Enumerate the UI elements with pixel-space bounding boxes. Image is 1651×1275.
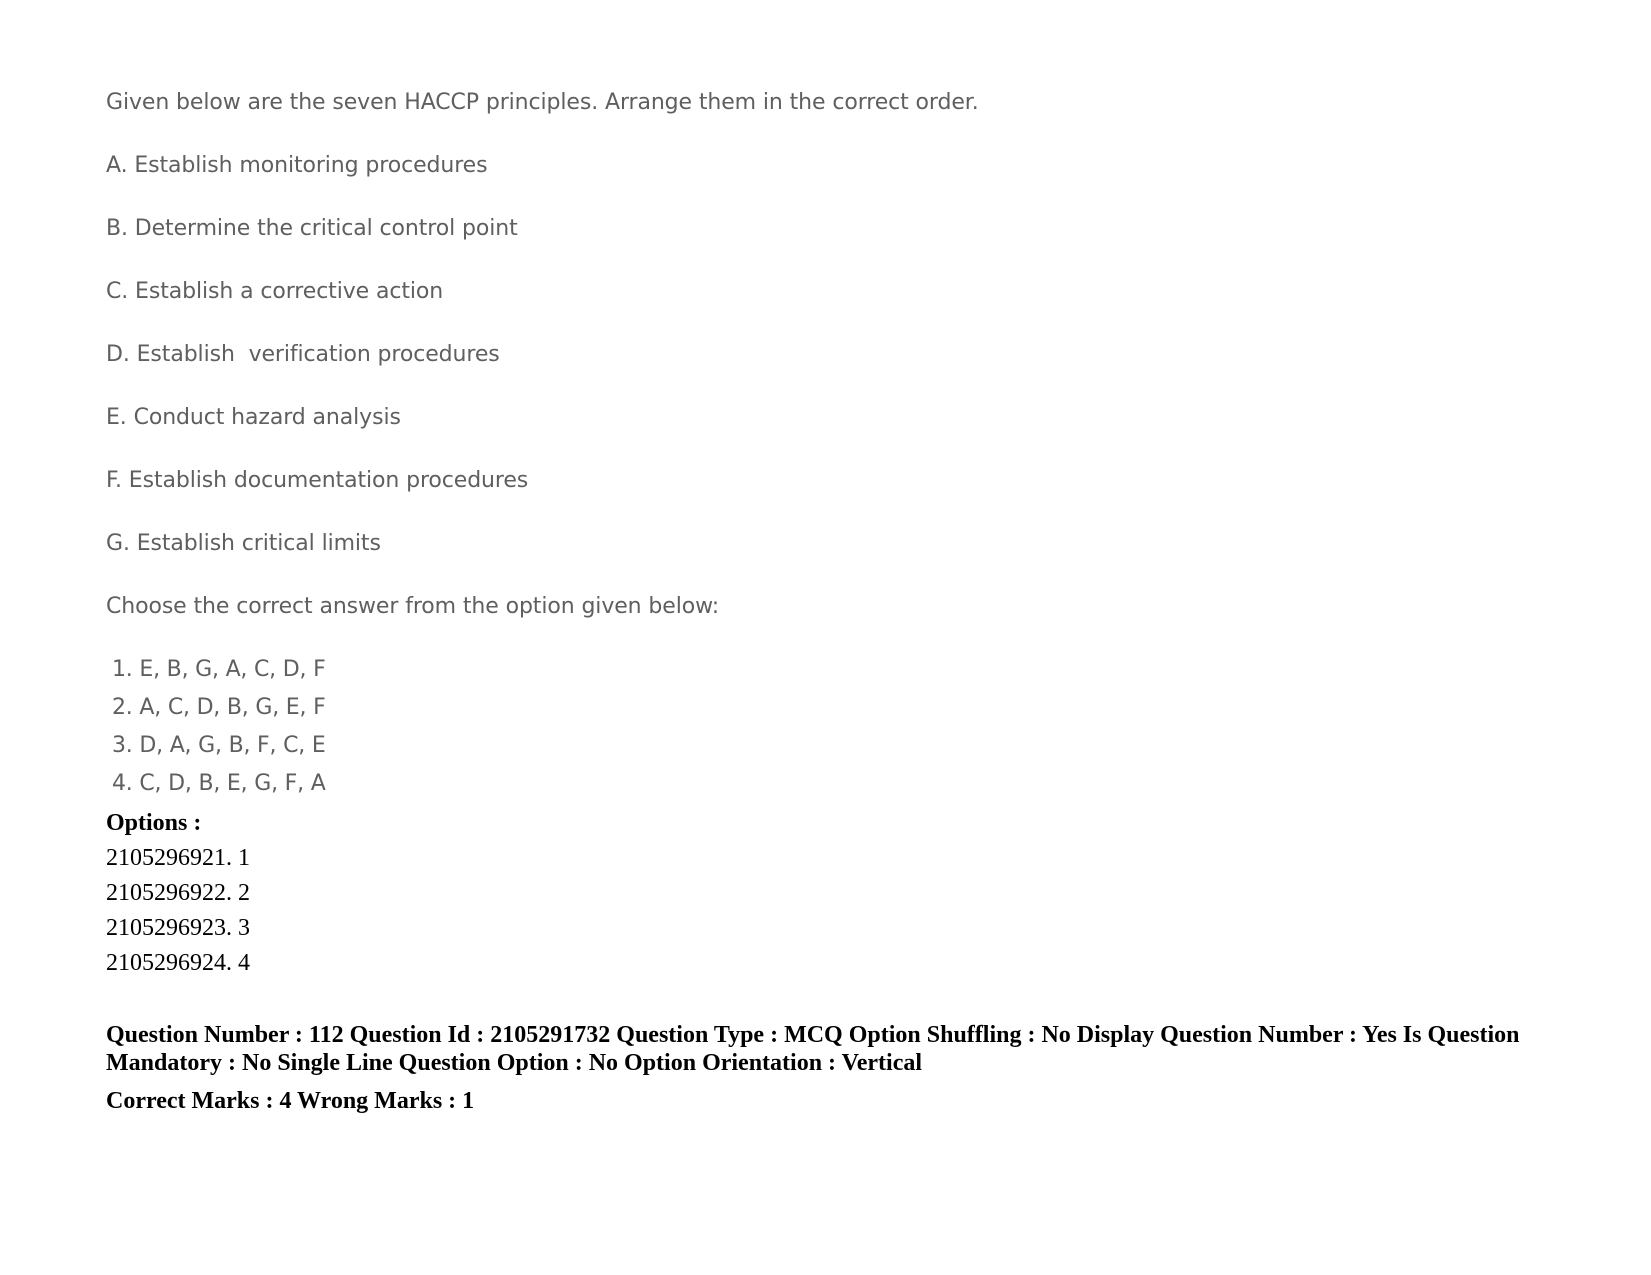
option-id-4: 2105296924. 4 — [106, 950, 250, 976]
answer-choice-1: 1. E, B, G, A, C, D, F — [112, 657, 326, 682]
answer-choice-3: 3. D, A, G, B, F, C, E — [112, 733, 326, 758]
principle-item-d: D. Establish verification procedures — [106, 342, 500, 367]
answer-choice-2: 2. A, C, D, B, G, E, F — [112, 695, 326, 720]
question-stem: Given below are the seven HACCP principles. Arrange them in the correct order. — [106, 90, 979, 115]
question-metadata: Question Number : 112 Question Id : 2105291732 Question Type : MCQ Option Shuffling : No Display Question Number : Yes Is Question Mandatory : No Single Line Question Option : No Option Orientation : Vertical — [106, 1022, 1520, 1076]
principle-item-a: A. Establish monitoring procedures — [106, 153, 488, 178]
principle-item-b: B. Determine the critical control point — [106, 216, 518, 241]
principle-item-f: F. Establish documentation procedures — [106, 468, 529, 493]
option-id-2: 2105296922. 2 — [106, 880, 250, 906]
principle-item-g: G. Establish critical limits — [106, 531, 381, 556]
principle-item-e: E. Conduct hazard analysis — [106, 405, 401, 430]
option-id-3: 2105296923. 3 — [106, 915, 250, 941]
question-instruction: Choose the correct answer from the option given below: — [106, 594, 720, 619]
options-heading: Options : — [106, 810, 202, 836]
answer-choice-4: 4. C, D, B, E, G, F, A — [112, 771, 326, 796]
marks-info: Correct Marks : 4 Wrong Marks : 1 — [106, 1088, 475, 1114]
principle-item-c: C. Establish a corrective action — [106, 279, 444, 304]
option-id-1: 2105296921. 1 — [106, 845, 250, 871]
